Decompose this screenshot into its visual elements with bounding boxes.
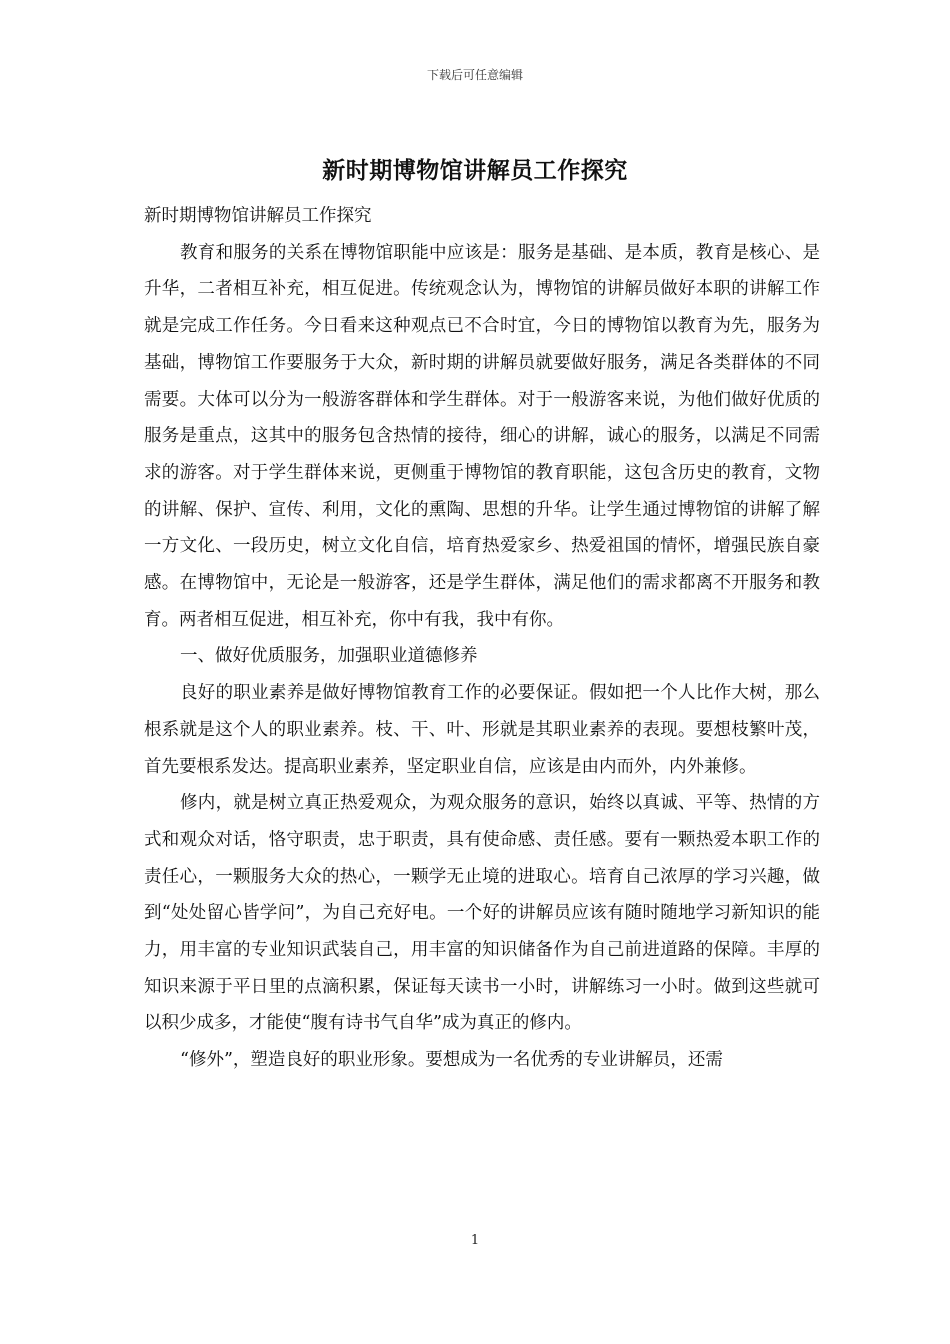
page-number: 1 xyxy=(470,1233,480,1248)
document-title: 新时期博物馆讲解员工作探究 xyxy=(322,157,628,184)
paragraph-professional-quality: 良好的职业素养是做好博物馆教育工作的必要保证。假如把一个人比作大树，那么根系就是这个人的职业素养。枝、干、叶、形就是其职业素养的表现。要想枝繁叶茂，首先要根系发达。提高职业素养，坚定职业自信，应该是由内而外，内外兼修。 xyxy=(144,683,820,777)
paragraph-inner-cultivation: 修内，就是树立真正热爱观众，为观众服务的意识，始终以真诚、平等、热情的方式和观众对话，恪守职责，忠于职责，具有使命感、责任感。要有一颗热爱本职工作的责任心，一颗服务大众的热心，一颗学无止境的进取心。培育自己浓厚的学习兴趣，做到“处处留心皆学问”，为自己充好电。一个好的讲解员应该有随时随地学习新知识的能力，用丰富的专业知识武装自己，用丰富的知识储备作为自己前进道路的保障。丰厚的知识来源于平日里的点滴积累，保证每天读书一小时，讲解练习一小时。做到这些就可以积少成多，才能使“腹有诗书气自华”成为真正的修内。 xyxy=(144,793,820,1034)
document-body xyxy=(144,198,820,1079)
paragraph-outer-cultivation: “修外”，塑造良好的职业形象。要想成为一名优秀的专业讲解员，还需 xyxy=(180,1050,723,1071)
paragraph-intro: 教育和服务的关系在博物馆职能中应该是：服务是基础、是本质，教育是核心、是升华，二者相互补充，相互促进。传统观念认为，博物馆的讲解员做好本职的讲解工作就是完成工作任务。今日看来这种观点已不合时宜，今日的博物馆以教育为先，服务为基础，博物馆工作要服务于大众，新时期的讲解员就要做好服务，满足各类群体的不同需要。大体可以分为一般游客群体和学生群体。对于一般游客来说，为他们做好优质的服务是重点，这其中的服务包含热情的接待，细心的讲解，诚心的服务，以满足不同需求的游客。对于学生群体来说，更侧重于博物馆的教育职能，这包含历史的教育，文物的讲解、保护、宣传、利用，文化的熏陶、思想的升华。让学生通过博物馆的讲解了解一方文化、一段历史，树立文化自信，培育热爱家乡、热爱祖国的情怀，增强民族自豪感。在博物馆中，无论是一般游客，还是学生群体，满足他们的需求都离不开服务和教育。两者相互促进，相互补充，你中有我，我中有你。 xyxy=(144,242,820,630)
header-note: 下载后可任意编辑 xyxy=(426,68,523,82)
paragraph-subtitle: 新时期博物馆讲解员工作探究 xyxy=(144,206,372,226)
section-heading: 一、做好优质服务，加强职业道德修养 xyxy=(180,646,478,667)
